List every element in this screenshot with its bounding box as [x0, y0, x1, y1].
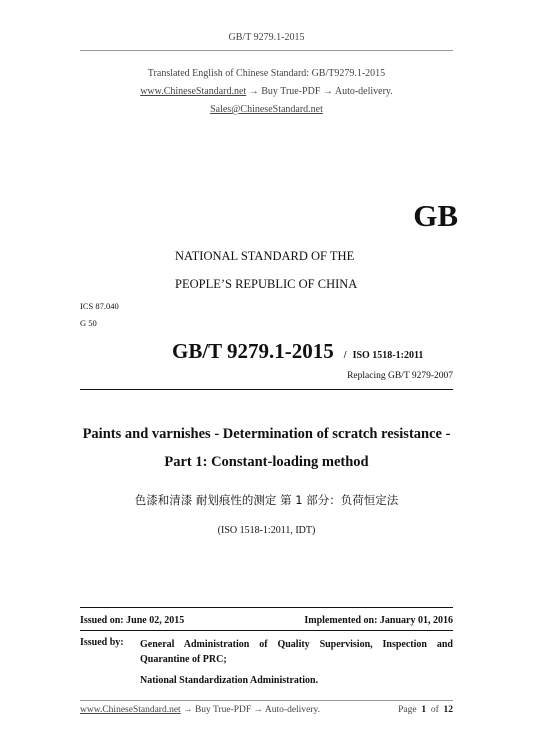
standard-number-row [172, 339, 423, 364]
issued-by-line1: General Administration of Quality Supervision, Inspection and [140, 639, 453, 650]
standard-separator: / [343, 350, 347, 361]
page-label: Page [398, 705, 417, 715]
national-standard-line2: PEOPLE’S REPUBLIC OF CHINA [175, 277, 358, 291]
footer-site-link[interactable]: www.ChineseStandard.net [80, 705, 181, 715]
issued-on: Issued on: June 02, 2015 [80, 615, 185, 626]
document-title-line2: Part 1: Constant-loading method [164, 454, 369, 470]
footer-buy-text: → Buy True-PDF → Auto-delivery. [180, 705, 320, 715]
issue-rule-top [80, 607, 453, 608]
purchase-line [0, 86, 533, 97]
page-indicator [340, 705, 453, 715]
header-rule [80, 50, 453, 51]
footer-purchase-line [80, 705, 320, 715]
iso-equivalence: (ISO 1518-1:2011, IDT) [217, 525, 316, 536]
gb-mark: GB [413, 198, 458, 233]
title-rule [80, 389, 453, 390]
ics-code: ICS 87.040 [80, 301, 119, 311]
email-line [0, 104, 533, 115]
implemented-on: Implemented on: January 01, 2016 [304, 615, 453, 626]
email-link[interactable]: Sales@ChineseStandard.net [210, 104, 323, 115]
issued-by-line2: Quarantine of PRC; [140, 654, 227, 665]
chinese-title: 色漆和清漆 耐划痕性的测定 第 1 部分：负荷恒定法 [134, 493, 399, 507]
issued-by-line3: National Standardization Administration. [140, 675, 319, 686]
running-head: GB/T 9279.1-2015 [228, 32, 305, 43]
ccs-code: G 50 [80, 318, 97, 328]
issued-by-text [140, 637, 453, 688]
document-title-line1: Paints and varnishes - Determination of scratch resistance - [82, 426, 451, 442]
footer-rule [80, 700, 453, 701]
page-number: 1 [421, 705, 427, 715]
national-standard-line1: NATIONAL STANDARD OF THE [175, 249, 355, 263]
issued-by-label: Issued by: [80, 637, 124, 648]
translation-note: Translated English of Chinese Standard: GB/T9279.1-2015 [147, 68, 386, 79]
buy-text: → Buy True-PDF → Auto-delivery. [246, 86, 393, 97]
iso-number: ISO 1518-1:2011 [352, 350, 424, 361]
page-total: 12 [443, 705, 453, 715]
replacing-note: Replacing GB/T 9279-2007 [347, 371, 453, 381]
site-link[interactable]: www.ChineseStandard.net [140, 86, 247, 97]
standard-number: GB/T 9279.1-2015 [172, 339, 334, 363]
of-label: of [430, 705, 439, 715]
issue-rule-mid [80, 630, 453, 631]
